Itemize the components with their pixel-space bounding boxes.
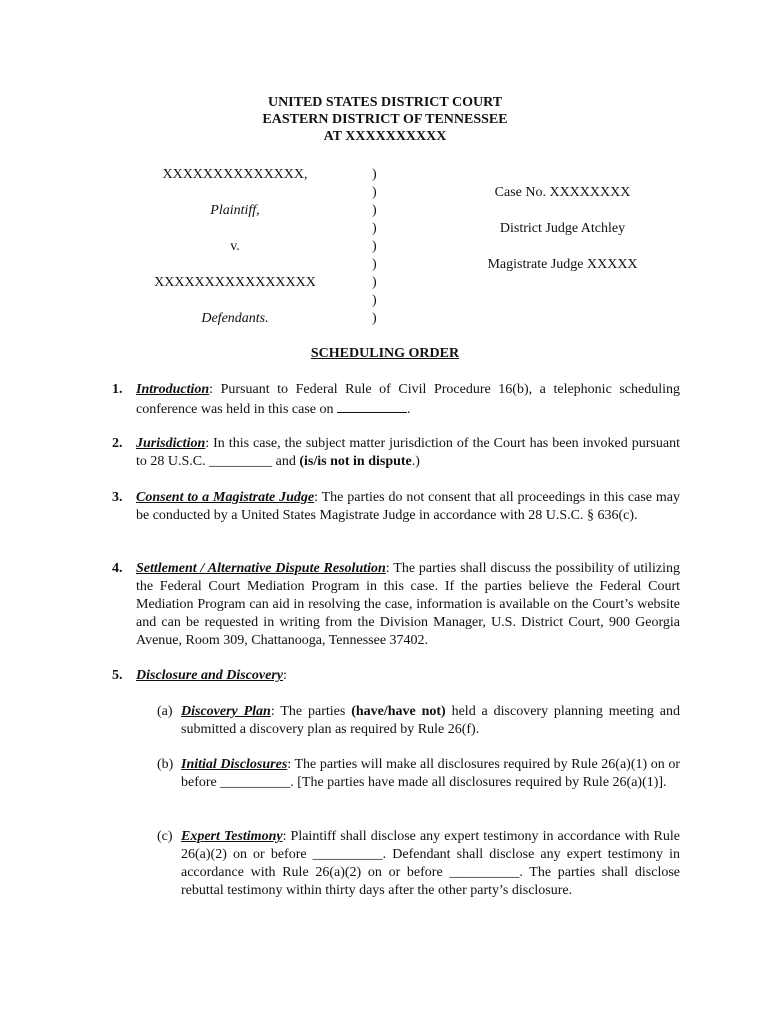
subsection-text: : The parties will make all disclosures required by Rule 26(a)(1) on or before __________. [The parties have made all disclosures required by Rule 26(a)(1)]. <box>181 757 680 790</box>
caption-paren: ) <box>372 293 377 308</box>
section-text: : The parties shall discuss the possibility of utilizing the Federal Court Mediation Program in this case. If the parties believe the Federal Court Mediation Program can aid in resolving the case, information is available on the Court’s website and can be requested in writing from the Division Manager, U.S. District Court, 900 Georgia Avenue, Room 309, Chattanooga, Tennessee 37402. <box>136 561 680 648</box>
section-body <box>136 667 680 685</box>
section-text-end: .) <box>411 454 420 469</box>
section-body <box>136 435 680 471</box>
caption-paren: ) <box>372 167 377 182</box>
court-name: UNITED STATES DISTRICT COURT <box>267 95 503 110</box>
caption-paren: ) <box>372 311 377 326</box>
subsection-heading: Initial Disclosures <box>181 757 288 772</box>
blank-line <box>337 399 407 413</box>
section-jurisdiction <box>112 435 680 471</box>
section-heading: Disclosure and Discovery <box>136 668 283 683</box>
subsection-body <box>181 756 680 792</box>
caption-paren: ) <box>372 185 377 200</box>
district-judge: District Judge Atchley <box>499 221 626 236</box>
section-settlement <box>112 560 680 650</box>
defendant-label: Defendants. <box>201 311 269 326</box>
subsection-text-end: held a discovery planning meeting and submitted a discovery plan as required by Rule 26(f). <box>181 704 680 737</box>
section-body <box>136 381 680 419</box>
court-district: EASTERN DISTRICT OF TENNESSEE <box>262 112 508 127</box>
caption-paren: ) <box>372 221 377 236</box>
subsection-heading: Expert Testimony <box>181 829 283 844</box>
subsection-label: (a) <box>157 704 173 719</box>
subsection-text: : The parties <box>270 704 352 719</box>
section-number: 5. <box>112 668 123 683</box>
section-heading: Consent to a Magistrate Judge <box>136 490 315 505</box>
subsection-discovery-plan <box>157 703 680 739</box>
section-heading: Jurisdiction <box>136 436 206 451</box>
subsection-label: (c) <box>157 829 173 844</box>
defendant-name: XXXXXXXXXXXXXXXX <box>154 275 316 290</box>
section-heading: Settlement / Alternative Dispute Resolution <box>136 561 386 576</box>
section-number: 4. <box>112 561 123 576</box>
caption-paren: ) <box>372 257 377 272</box>
section-text: : The parties do not consent that all proceedings in this case may be conducted by a United States Magistrate Judge in accordance with 28 U.S.C. § 636(c). <box>136 490 680 523</box>
section-body <box>136 489 680 525</box>
section-text-end: . <box>406 402 411 417</box>
section-text: : <box>283 668 287 683</box>
section-number: 3. <box>112 490 123 505</box>
subsection-bold-text: (have/have not) <box>351 704 446 719</box>
section-text: : In this case, the subject matter jurisdiction of the Court has been invoked pursuant to 28 U.S.C. _________ and <box>136 436 680 469</box>
plaintiff-label: Plaintiff, <box>210 203 260 218</box>
magistrate-judge: Magistrate Judge XXXXX <box>487 257 638 272</box>
order-title: SCHEDULING ORDER <box>310 346 460 361</box>
section-disclosure <box>112 667 680 685</box>
section-number: 2. <box>112 436 123 451</box>
subsection-heading: Discovery Plan <box>181 704 271 719</box>
versus: v. <box>230 239 240 254</box>
subsection-body <box>181 703 680 739</box>
caption-paren: ) <box>372 275 377 290</box>
subsection-label: (b) <box>157 757 174 772</box>
court-header <box>0 94 770 145</box>
section-heading: Introduction <box>136 382 210 397</box>
case-caption <box>0 166 770 331</box>
caption-paren: ) <box>372 203 377 218</box>
section-consent <box>112 489 680 525</box>
subsection-text: : Plaintiff shall disclose any expert testimony in accordance with Rule 26(a)(2) on or before __________. Defendant shall disclose any expert testimony in accordance with Rule 26(a)(2) on or before __________. The parties shall disclose rebuttal testimony within thirty days after the other party’s disclosure. <box>181 829 680 898</box>
plaintiff-name: XXXXXXXXXXXXXX, <box>162 167 308 182</box>
section-text: : Pursuant to Federal Rule of Civil Procedure 16(b), a telephonic scheduling conference was held in this case on <box>136 382 680 417</box>
section-number: 1. <box>112 382 123 397</box>
caption-paren: ) <box>372 239 377 254</box>
section-body <box>136 560 680 650</box>
court-location: AT XXXXXXXXXX <box>323 129 447 144</box>
subsection-body <box>181 828 680 900</box>
subsection-initial-disclosures <box>157 756 680 792</box>
subsection-expert-testimony <box>157 828 680 900</box>
section-introduction <box>112 381 680 419</box>
section-bold-text: (is/is not in dispute <box>299 454 412 469</box>
case-number: Case No. XXXXXXXX <box>494 185 631 200</box>
